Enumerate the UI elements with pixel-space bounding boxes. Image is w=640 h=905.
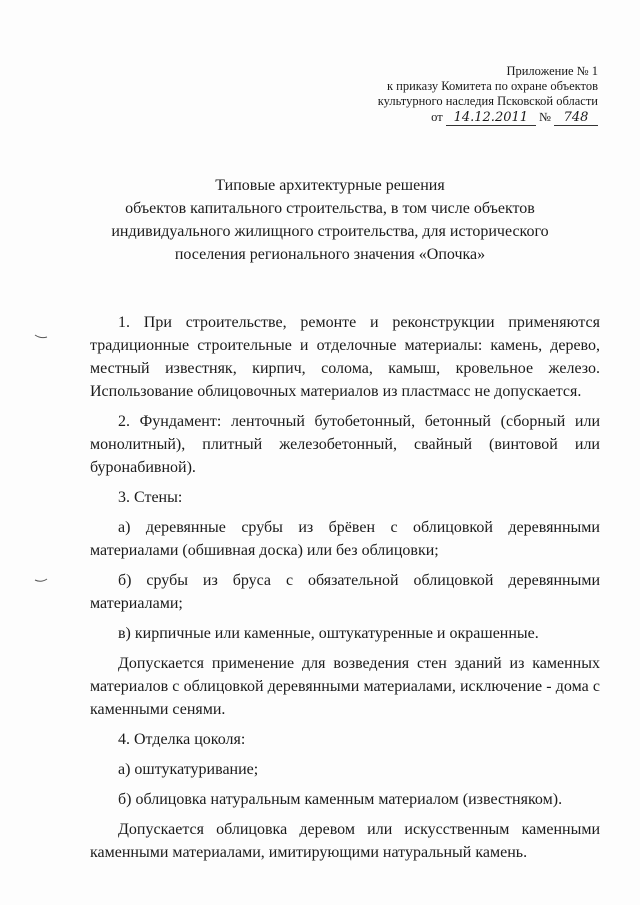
margin-mark [34,578,48,584]
title-line-3: индивидуального жилищного строительства, для исторического [111,223,549,240]
paragraph-plinth-allowed: Допускается облицовка деревом или искусственным каменными каменными материалами, имитирующими натуральный камень. [90,821,600,861]
paragraph-materials: 1. При строительстве, ремонте и реконструкции применяются традиционные строительные и отделочные материалы: камень, дерево, местный известняк, кирпич, солома, камыш, кровельное железо. Использование облицовочных материалов из пластмасс не допускается. [90,314,600,400]
paragraph-walls-heading: 3. Стены: [118,489,183,506]
document-title [90,174,570,266]
handwritten-number: 748 [554,111,598,126]
appendix-committee: культурного наследия Псковской области [377,94,598,108]
title-line-1: Типовые архитектурные решения [215,177,445,194]
appendix-header [358,64,598,126]
paragraph-walls-allowed: Допускается применение для возведения стен зданий из каменных материалов с облицовкой деревянными материалами, исключение - дома с каменными сенями. [90,655,600,718]
paragraph-plinth-heading: 4. Отделка цоколя: [118,731,246,748]
paragraph-walls-c: в) кирпичные или каменные, оштукатуренные и окрашенные. [118,625,539,642]
paragraph-walls-b: б) срубы из бруса с обязательной облицовкой деревянными материалами; [90,572,600,612]
handwritten-date: 14.12.2011 [446,111,536,126]
paragraph-plinth-a: а) оштукатуривание; [118,761,259,778]
title-line-4: поселения регионального значения «Опочка» [174,246,486,263]
date-prefix: от [431,110,443,124]
paragraph-foundation: 2. Фундамент: ленточный бутобетонный, бетонный (сборный или монолитный), плитный железобетонный, свайный (винтовой или буронабивной). [90,413,600,476]
title-line-2: объектов капитального строительства, в том числе объектов [125,200,535,217]
appendix-date-line [358,110,598,126]
paragraph-walls-a: а) деревянные срубы из брёвен с облицовкой деревянными материалами (обшивная доска) или без облицовки; [90,519,600,559]
paragraph-plinth-b: б) облицовка натуральным каменным материалом (известняком). [118,791,563,808]
number-sign: № [538,110,551,124]
appendix-title: Приложение № 1 [506,64,598,78]
margin-mark [34,334,48,340]
appendix-order-ref: к приказу Комитета по охране объектов [386,79,598,93]
document-body [90,311,600,871]
